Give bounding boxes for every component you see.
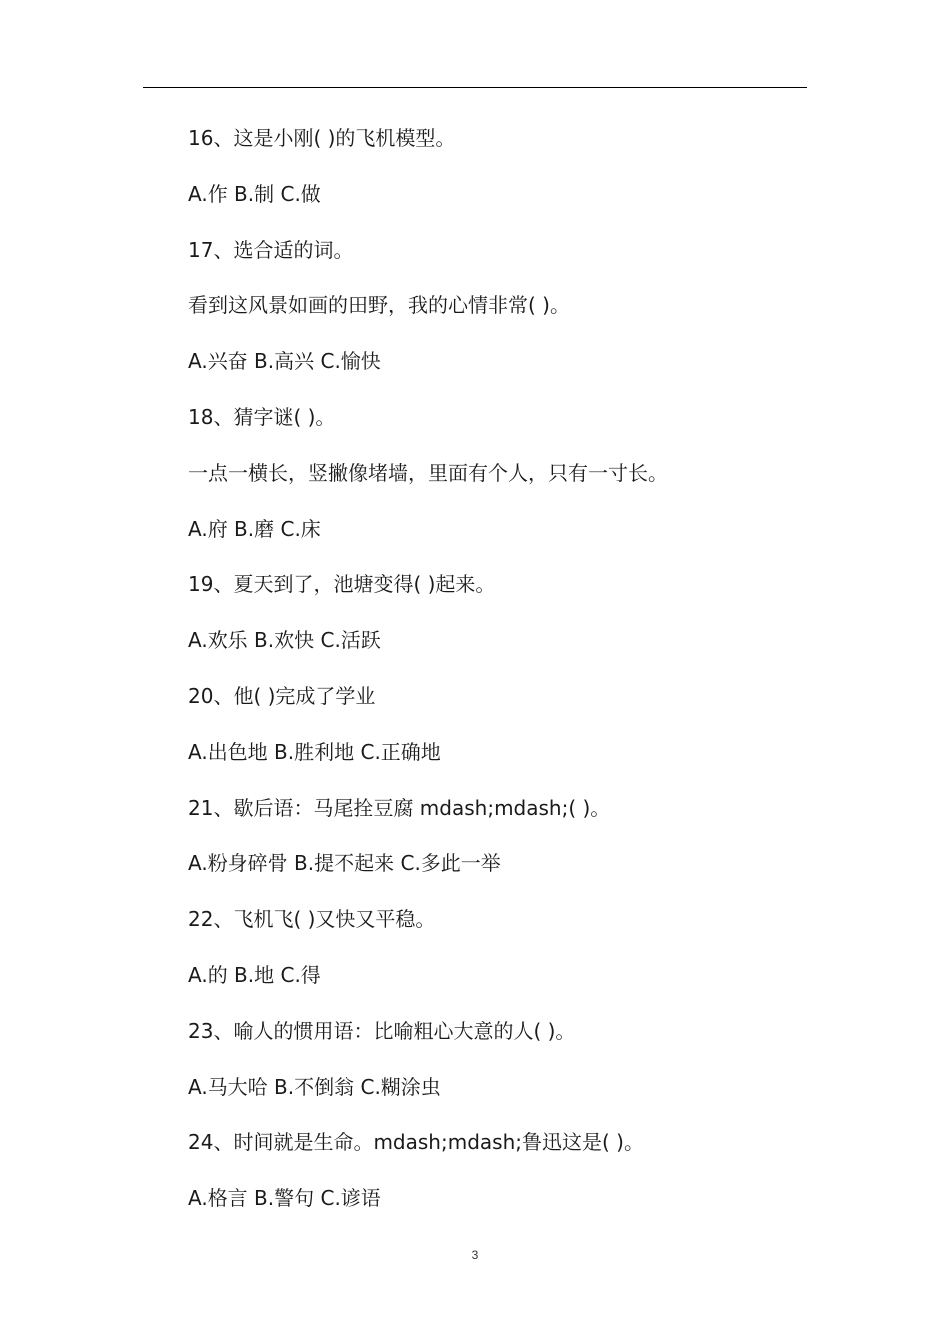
question-18-riddle: 一点一横长，竖撇像堵墙，里面有个人，只有一寸长。 bbox=[188, 460, 668, 485]
question-17-options: A.兴奋 B.高兴 C.愉快 bbox=[188, 349, 381, 374]
question-21-options: A.粉身碎骨 B.提不起来 C.多此一举 bbox=[188, 851, 501, 876]
question-22: 22、飞机飞( )又快又平稳。 bbox=[188, 907, 436, 932]
question-16: 16、这是小刚( )的飞机模型。 bbox=[188, 126, 456, 150]
question-24-options: A.格言 B.警句 C.谚语 bbox=[188, 1186, 381, 1211]
question-18: 18、猜字谜( )。 bbox=[188, 404, 336, 429]
question-23: 23、喻人的惯用语：比喻粗心大意的人( )。 bbox=[188, 1018, 576, 1043]
question-18-options: A.府 B.磨 C.床 bbox=[188, 516, 321, 541]
page-number: 3 bbox=[471, 1248, 479, 1262]
question-23-options: A.马大哈 B.不倒翁 C.糊涂虫 bbox=[188, 1074, 441, 1099]
question-20-options: A.出色地 B.胜利地 C.正确地 bbox=[188, 739, 441, 764]
question-17-sentence: 看到这风景如画的田野，我的心情非常( )。 bbox=[188, 293, 570, 318]
question-16-options: A.作 B.制 C.做 bbox=[188, 181, 321, 206]
header-rule bbox=[143, 87, 807, 88]
document-body bbox=[188, 116, 808, 1232]
question-21: 21、歇后语：马尾拴豆腐 mdash;mdash;( )。 bbox=[188, 795, 611, 820]
question-22-options: A.的 B.地 C.得 bbox=[188, 962, 321, 987]
question-19: 19、夏天到了，池塘变得( )起来。 bbox=[188, 572, 496, 597]
question-20: 20、他( )完成了学业 bbox=[188, 683, 376, 708]
question-24: 24、时间就是生命。mdash;mdash;鲁迅这是( )。 bbox=[188, 1130, 644, 1155]
question-19-options: A.欢乐 B.欢快 C.活跃 bbox=[188, 628, 381, 653]
question-17: 17、选合适的词。 bbox=[188, 237, 354, 262]
